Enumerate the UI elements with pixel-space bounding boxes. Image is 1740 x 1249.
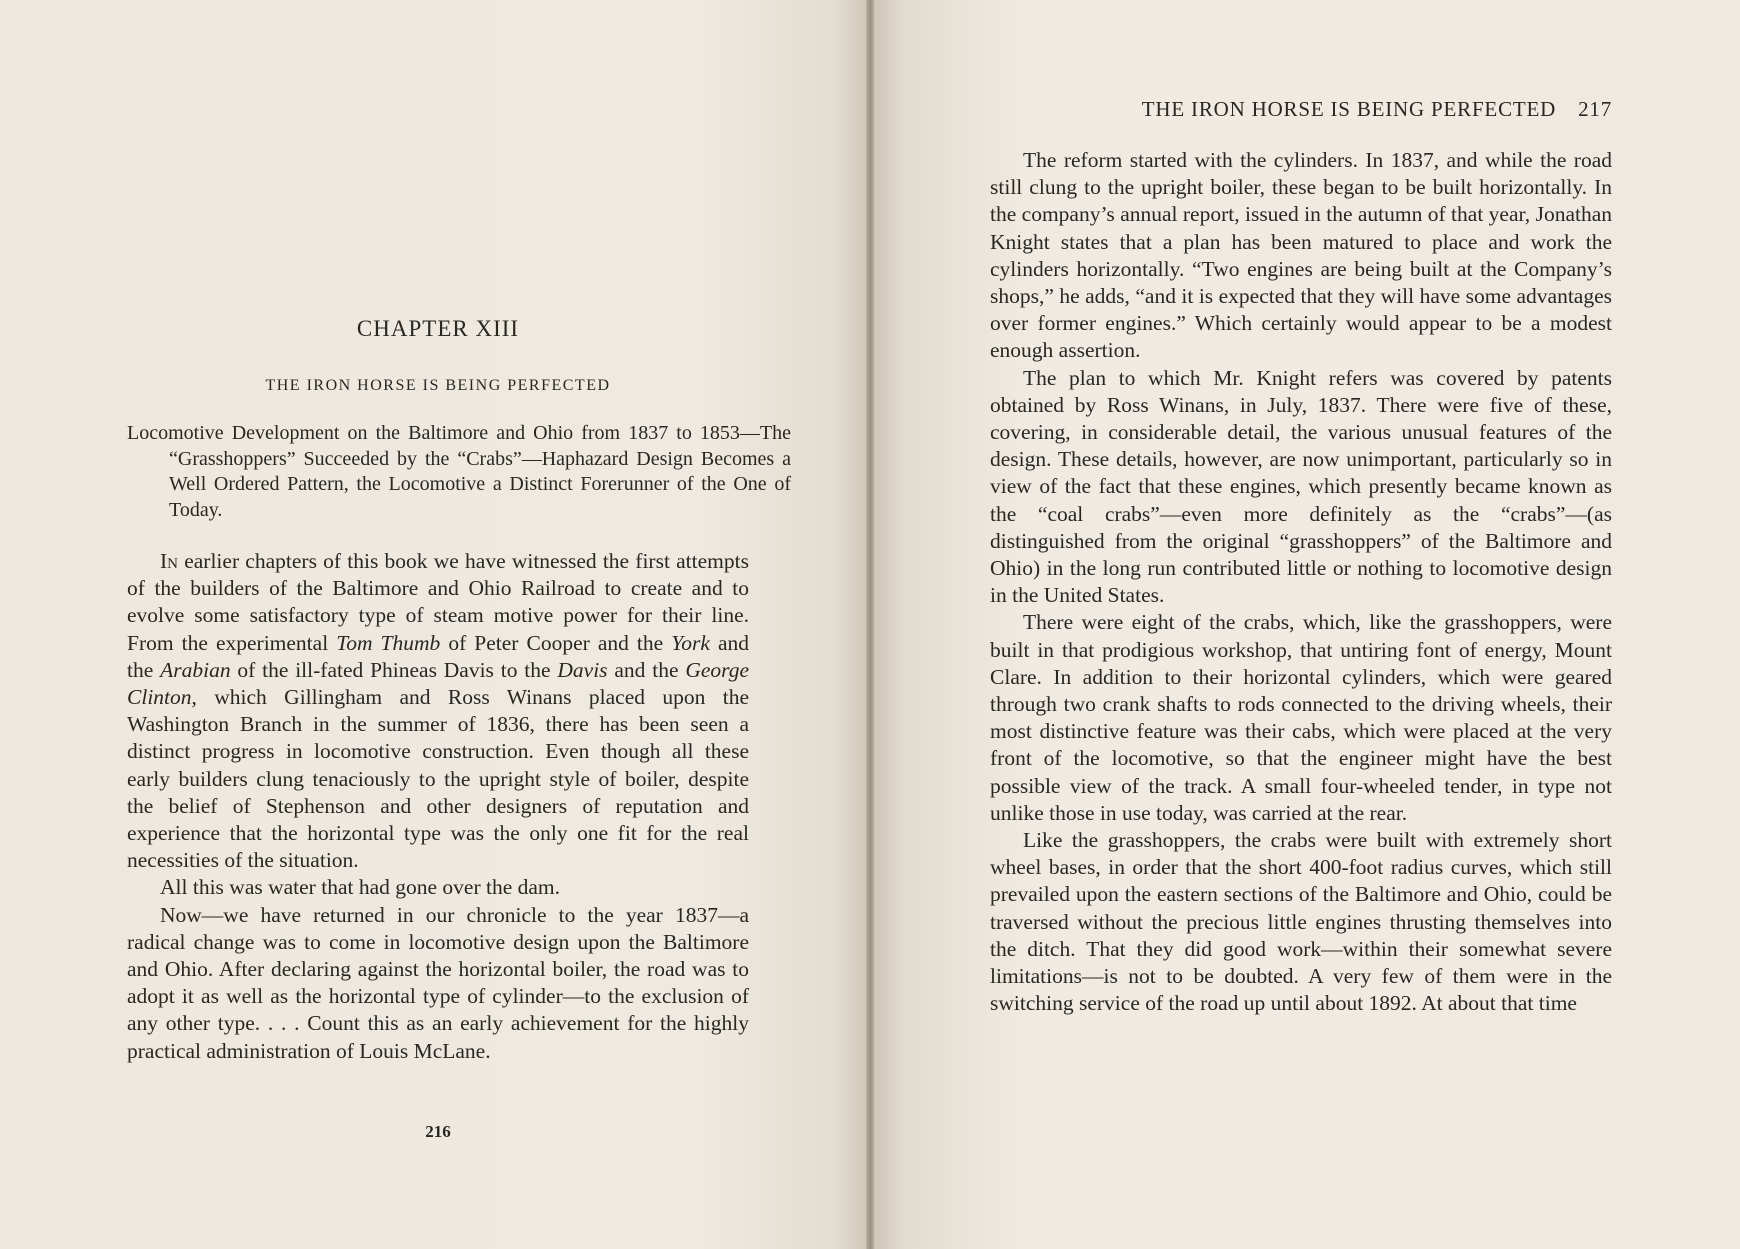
left-body-text (127, 548, 749, 1065)
text-run: , which Gillingham and Ross Winans placed upon the Washington Branch in the summer of 1836, there has been seen a distinct progress in locomotive construction. Even though all these early builders clung tenaciously to the upright style of boiler, despite the belief of Stephenson and other designers of reputation and experience that the horizontal type was the only one fit for the real necessities of the situation. (127, 685, 749, 873)
chapter-number: CHAPTER XIII (356, 316, 520, 341)
running-head (990, 97, 1612, 122)
text-run: earlier chapters of this book we have witnessed the first attempts of the builders of the Baltimore and Ohio Railroad to create and to evolve some satisfactory type of steam motive power for their line. From the experimental (127, 549, 749, 655)
text-run: of the ill-fated Phineas Davis to the (230, 657, 558, 682)
page-number: 217 (1578, 97, 1612, 121)
paragraph (127, 548, 749, 874)
paragraph: The plan to which Mr. Knight refers was covered by patents obtained by Ross Winans, in July, 1837. There were five of these, covering, in considerable detail, the various unusual features of the design. These details, however, are now unimportant, particularly so in view of the fact that these engines, which presently became known as the “coal crabs”—even more definitely as the “crabs”—(as distinguished from the original “grasshoppers” of the Baltimore and Ohio) in the long run contributed little or nothing to locomotive design in the United States. (990, 365, 1612, 608)
drop-initial-words: In (160, 549, 178, 573)
paragraph: All this was water that had gone over the dam. (160, 875, 561, 900)
text-run: of Peter Cooper and the (440, 630, 672, 655)
paragraph: Now—we have returned in our chronicle to the year 1837—a radical change was to come in locomotive design upon the Baltimore and Ohio. After declaring against the horizontal boiler, the road was to adopt it as well as the horizontal type of cylinder—to the exclusion of any other type. . . . Count this as an early achievement for the highly practical administration of Louis McLane. (127, 902, 749, 1063)
paragraph: Like the grasshoppers, the crabs were built with extremely short wheel bases, in order that the short 400-foot radius curves, which still prevailed upon the eastern sections of the Baltimore and Ohio, could be traversed without the precious little engines thrusting themselves into the ditch. That they did good work—within their somewhat severe limitations—is not to be doubted. A very few of them were in the switching service of the road up until about 1892. At about that time (990, 828, 1612, 1016)
locomotive-name: Arabian (160, 657, 231, 682)
chapter-synopsis: Locomotive Development on the Baltimore and Ohio from 1837 to 1853—The “Grasshoppers” Succeeded by the “Crabs”—Haphazard Design Becomes a Well Ordered Pattern, the Locomotive a Distinct Forerunner of the One of Today. (127, 422, 791, 521)
text-run: and the (127, 630, 749, 682)
locomotive-name: George Clinton (127, 657, 749, 710)
right-body-text (990, 147, 1612, 1018)
paragraph: There were eight of the crabs, which, like the grasshoppers, were built in that prodigious workshop, that untiring font of energy, Mount Clare. In addition to their horizontal cylinders, which were geared through two crank shafts to rods connected to the driving wheels, their most distinctive feature was their cabs, which were placed at the very front of the locomotive, so that the engineer might have the best possible view of the track. A small four-wheeled tender, in type not unlike those in use today, was carried at the rear. (990, 610, 1612, 825)
locomotive-name: Tom Thumb (336, 630, 441, 655)
text-run: and the (607, 657, 686, 682)
running-head-title: THE IRON HORSE IS BEING PERFECTED (1141, 97, 1557, 121)
paragraph: The reform started with the cylinders. In 1837, and while the road still clung to the upright boiler, these began to be built horizontally. In the company’s annual report, issued in the autumn of that year, Jonathan Knight states that a plan has been matured to place and work the cylinders horizontally. “Two engines are being built at the Company’s shops,” he adds, “and it is expected that they will have some advantages over former engines.” Which certainly would appear to be a modest enough assertion. (990, 148, 1612, 363)
locomotive-name: York (671, 630, 710, 655)
page-number: 216 (425, 1122, 451, 1141)
book-gutter (866, 0, 874, 1249)
locomotive-name: Davis (557, 657, 608, 682)
chapter-title: THE IRON HORSE IS BEING PERFECTED (265, 377, 611, 394)
